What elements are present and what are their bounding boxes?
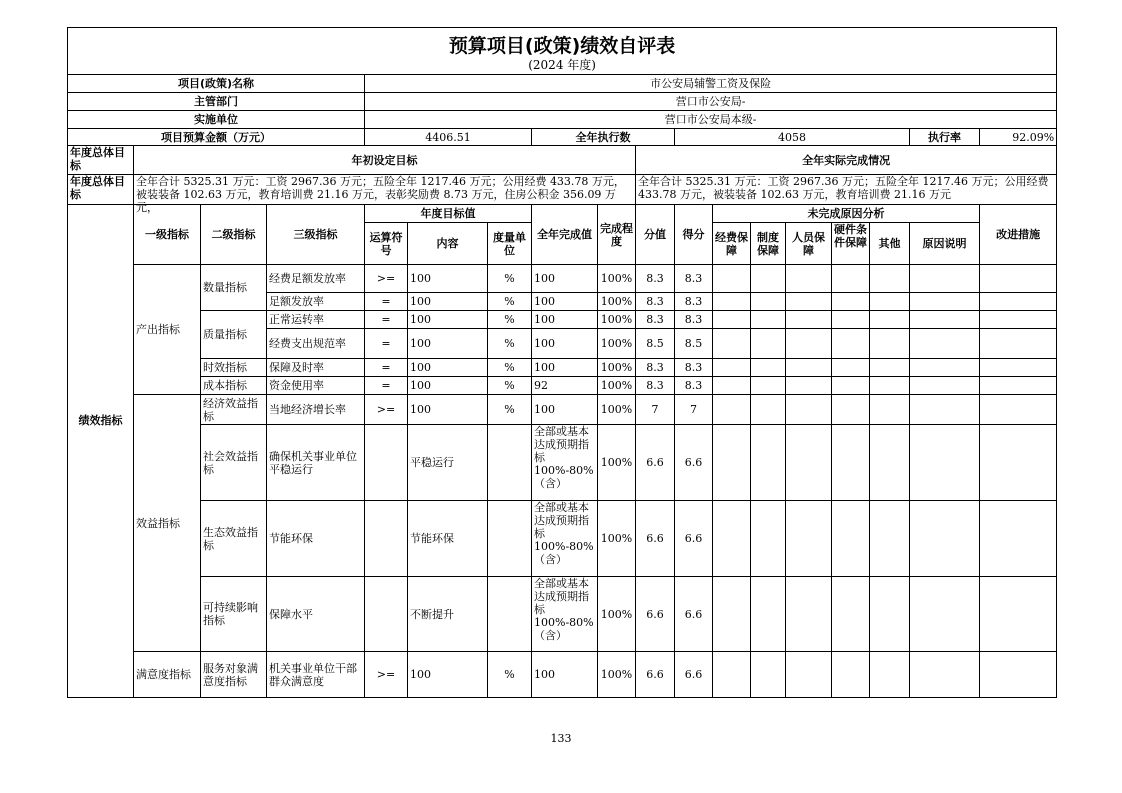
- content-cell: 平稳运行: [408, 425, 488, 501]
- reason-other-header: 其他: [870, 223, 910, 265]
- budget-value: 4406.51: [365, 129, 532, 146]
- full-year-cell: 全部或基本达成预期指标100%-80%（含）: [532, 425, 598, 501]
- level3-cell: 确保机关事业单位平稳运行: [267, 425, 365, 501]
- table-row: [68, 425, 1057, 501]
- degree-cell: 100%: [598, 293, 636, 311]
- empty-cell: [980, 265, 1057, 293]
- project-name: 市公安局辅警工资及保险: [365, 75, 1057, 93]
- empty-cell: [870, 652, 910, 698]
- content-cell: 100: [408, 311, 488, 329]
- content-cell: 100: [408, 395, 488, 425]
- degree-cell: 100%: [598, 395, 636, 425]
- op-cell: [365, 577, 408, 652]
- empty-cell: [832, 425, 870, 501]
- empty-cell: [786, 293, 832, 311]
- level3-cell: 经费支出规范率: [267, 329, 365, 359]
- empty-cell: [786, 395, 832, 425]
- score-cell: 8.3: [675, 293, 713, 311]
- planned-goal-header: 年初设定目标: [134, 146, 636, 175]
- content-cell: 100: [408, 329, 488, 359]
- annual-target-header: 年度目标值: [365, 205, 532, 223]
- page-number: 133: [550, 732, 572, 745]
- content-cell: 100: [408, 359, 488, 377]
- table-row: [68, 377, 1057, 395]
- full-year-cell: 100: [532, 311, 598, 329]
- project-name-label: 项目(政策)名称: [68, 75, 365, 93]
- empty-cell: [980, 395, 1057, 425]
- weight-cell: 6.6: [636, 652, 675, 698]
- group-benefit: 效益指标: [134, 395, 201, 652]
- score-cell: 8.3: [675, 359, 713, 377]
- reason-system-header: 制度保障: [751, 223, 786, 265]
- actual-goal-header: 全年实际完成情况: [636, 146, 1057, 175]
- content-cell: 100: [408, 652, 488, 698]
- weight-cell: 8.3: [636, 377, 675, 395]
- degree-cell: 100%: [598, 501, 636, 577]
- level2-cell: 可持续影响指标: [201, 577, 267, 652]
- weight-cell: 7: [636, 395, 675, 425]
- weight-cell: 8.3: [636, 293, 675, 311]
- evaluation-table: [67, 27, 1057, 265]
- indicator-table: [67, 264, 1057, 698]
- full-year-cell: 100: [532, 329, 598, 359]
- content-header: 内容: [408, 223, 488, 265]
- empty-cell: [910, 425, 980, 501]
- table-row: [68, 501, 1057, 577]
- degree-cell: 100%: [598, 311, 636, 329]
- empty-cell: [713, 377, 751, 395]
- group-satisfaction: 满意度指标: [134, 652, 201, 698]
- empty-cell: [980, 293, 1057, 311]
- empty-cell: [713, 265, 751, 293]
- weight-cell: 8.3: [636, 265, 675, 293]
- level2-cell: 生态效益指标: [201, 501, 267, 577]
- op-cell: =: [365, 329, 408, 359]
- weight-cell: 6.6: [636, 577, 675, 652]
- full-year-cell: 100: [532, 359, 598, 377]
- empty-cell: [751, 577, 786, 652]
- empty-cell: [870, 501, 910, 577]
- level3-cell: 足额发放率: [267, 293, 365, 311]
- full-year-cell: 100: [532, 293, 598, 311]
- op-cell: =: [365, 293, 408, 311]
- empty-cell: [751, 377, 786, 395]
- op-cell: >=: [365, 652, 408, 698]
- empty-cell: [910, 329, 980, 359]
- op-cell: >=: [365, 395, 408, 425]
- empty-cell: [910, 293, 980, 311]
- empty-cell: [713, 311, 751, 329]
- level2-cell: 服务对象满意度指标: [201, 652, 267, 698]
- empty-cell: [832, 329, 870, 359]
- empty-cell: [832, 311, 870, 329]
- empty-cell: [980, 425, 1057, 501]
- empty-cell: [786, 425, 832, 501]
- empty-cell: [786, 652, 832, 698]
- weight-cell: 8.3: [636, 311, 675, 329]
- empty-cell: [980, 377, 1057, 395]
- empty-cell: [980, 652, 1057, 698]
- empty-cell: [832, 265, 870, 293]
- empty-cell: [713, 501, 751, 577]
- empty-cell: [870, 577, 910, 652]
- degree-cell: 100%: [598, 359, 636, 377]
- full-year-cell: 100: [532, 652, 598, 698]
- score-cell: 8.5: [675, 329, 713, 359]
- goal-label-bottom: 年度总体目标: [68, 175, 134, 205]
- level2-cell: 成本指标: [201, 377, 267, 395]
- empty-cell: [832, 577, 870, 652]
- unit-cell: %: [488, 377, 532, 395]
- empty-cell: [980, 329, 1057, 359]
- empty-cell: [713, 359, 751, 377]
- full-year-cell: 92: [532, 377, 598, 395]
- empty-cell: [870, 329, 910, 359]
- reason-hardware-header: 硬件条件保障: [832, 223, 870, 265]
- dept-value: 营口市公安局-: [365, 93, 1057, 111]
- content-cell: 100: [408, 265, 488, 293]
- reasons-header: 未完成原因分析: [713, 205, 980, 223]
- weight-header: 分值: [636, 205, 675, 265]
- score-cell: 8.3: [675, 311, 713, 329]
- score-cell: 6.6: [675, 577, 713, 652]
- full-year-cell: 全部或基本达成预期指标100%-80%（含）: [532, 577, 598, 652]
- page-title: 预算项目(政策)绩效自评表: [448, 34, 676, 57]
- empty-cell: [910, 501, 980, 577]
- reason-fund-header: 经费保障: [713, 223, 751, 265]
- op-cell: =: [365, 377, 408, 395]
- empty-cell: [751, 293, 786, 311]
- level2-cell: 时效指标: [201, 359, 267, 377]
- unit-value: 营口市公安局本级-: [365, 111, 1057, 129]
- empty-cell: [980, 359, 1057, 377]
- score-cell: 8.3: [675, 377, 713, 395]
- empty-cell: [980, 311, 1057, 329]
- empty-cell: [870, 377, 910, 395]
- empty-cell: [751, 425, 786, 501]
- empty-cell: [832, 293, 870, 311]
- empty-cell: [910, 395, 980, 425]
- table-row: [68, 265, 1057, 293]
- unit-cell: [488, 425, 532, 501]
- budget-label: 项目预算金额（万元）: [68, 129, 365, 146]
- empty-cell: [870, 265, 910, 293]
- level3-cell: 节能环保: [267, 501, 365, 577]
- empty-cell: [910, 265, 980, 293]
- unit-cell: %: [488, 395, 532, 425]
- empty-cell: [751, 329, 786, 359]
- empty-cell: [910, 377, 980, 395]
- weight-cell: 8.3: [636, 359, 675, 377]
- score-header: 得分: [675, 205, 713, 265]
- level2-cell: 经济效益指标: [201, 395, 267, 425]
- full-year-header: 全年完成值: [532, 205, 598, 265]
- empty-cell: [870, 425, 910, 501]
- empty-cell: [870, 395, 910, 425]
- op-cell: >=: [365, 265, 408, 293]
- degree-cell: 100%: [598, 425, 636, 501]
- unit-cell: %: [488, 265, 532, 293]
- weight-cell: 6.6: [636, 425, 675, 501]
- empty-cell: [832, 652, 870, 698]
- level1-header: 一级指标: [134, 205, 201, 265]
- op-cell: [365, 425, 408, 501]
- content-cell: 100: [408, 377, 488, 395]
- op-cell: [365, 501, 408, 577]
- empty-cell: [713, 395, 751, 425]
- empty-cell: [786, 329, 832, 359]
- rate-label: 执行率: [910, 129, 980, 146]
- unit-cell: [488, 577, 532, 652]
- op-cell: =: [365, 311, 408, 329]
- reason-explain-header: 原因说明: [910, 223, 980, 265]
- unit-cell: %: [488, 329, 532, 359]
- level3-header: 三级指标: [267, 205, 365, 265]
- empty-cell: [786, 311, 832, 329]
- unit-cell: %: [488, 359, 532, 377]
- goal-label-top: 年度总体目标: [68, 146, 134, 175]
- empty-cell: [751, 359, 786, 377]
- empty-cell: [713, 577, 751, 652]
- full-year-cell: 全部或基本达成预期指标100%-80%（含）: [532, 501, 598, 577]
- empty-cell: [870, 311, 910, 329]
- full-year-cell: 100: [532, 395, 598, 425]
- exec-value: 4058: [675, 129, 910, 146]
- full-year-cell: 100: [532, 265, 598, 293]
- unit-cell: %: [488, 311, 532, 329]
- empty-cell: [751, 395, 786, 425]
- empty-cell: [786, 501, 832, 577]
- degree-cell: 100%: [598, 265, 636, 293]
- planned-goal-text: 全年合计 5325.31 万元：工资 2967.36 万元；五险全年 1217.46 万元；公用经费 433.78 万元，被装装备 102.63 万元，教育培训费 21.16 万元，表彰奖励费 8.73 万元，住房公积金 356.09 万元，: [134, 175, 636, 205]
- empty-cell: [786, 359, 832, 377]
- level2-cell: 数量指标: [201, 265, 267, 311]
- table-row: [68, 359, 1057, 377]
- empty-cell: [832, 395, 870, 425]
- empty-cell: [751, 311, 786, 329]
- empty-cell: [751, 652, 786, 698]
- empty-cell: [832, 377, 870, 395]
- score-cell: 6.6: [675, 501, 713, 577]
- level2-cell: 社会效益指标: [201, 425, 267, 501]
- empty-cell: [832, 359, 870, 377]
- exec-label: 全年执行数: [532, 129, 675, 146]
- perf-indicator-label: [68, 205, 134, 265]
- level3-cell: 机关事业单位干部群众满意度: [267, 652, 365, 698]
- level3-cell: 经费足额发放率: [267, 265, 365, 293]
- title-cell: [68, 28, 1057, 75]
- unit-cell: %: [488, 652, 532, 698]
- content-cell: 100: [408, 293, 488, 311]
- empty-cell: [786, 265, 832, 293]
- rate-value: 92.09%: [980, 129, 1057, 146]
- table-row: [68, 395, 1057, 425]
- reason-staff-header: 人员保障: [786, 223, 832, 265]
- op-cell: =: [365, 359, 408, 377]
- score-cell: 6.6: [675, 425, 713, 501]
- level3-cell: 保障及时率: [267, 359, 365, 377]
- degree-cell: 100%: [598, 377, 636, 395]
- unit-label: 实施单位: [68, 111, 365, 129]
- dept-label: 主管部门: [68, 93, 365, 111]
- empty-cell: [713, 425, 751, 501]
- table-row: [68, 577, 1057, 652]
- level2-cell: 质量指标: [201, 311, 267, 359]
- degree-header: 完成程度: [598, 205, 636, 265]
- empty-cell: [910, 577, 980, 652]
- op-header: 运算符号: [365, 223, 408, 265]
- actual-goal-text: 全年合计 5325.31 万元：工资 2967.36 万元；五险全年 1217.46 万元；公用经费 433.78 万元，被装装备 102.63 万元，教育培训费 21.16 万元: [636, 175, 1057, 205]
- table-row: [68, 652, 1057, 698]
- weight-cell: 8.5: [636, 329, 675, 359]
- content-cell: 节能环保: [408, 501, 488, 577]
- unit-cell: %: [488, 293, 532, 311]
- empty-cell: [751, 501, 786, 577]
- level3-cell: 资金使用率: [267, 377, 365, 395]
- empty-cell: [786, 377, 832, 395]
- empty-cell: [751, 265, 786, 293]
- improve-header: 改进措施: [980, 205, 1057, 265]
- empty-cell: [713, 652, 751, 698]
- weight-cell: 6.6: [636, 501, 675, 577]
- degree-cell: 100%: [598, 329, 636, 359]
- group-output: 产出指标: [134, 265, 201, 395]
- empty-cell: [910, 359, 980, 377]
- empty-cell: [786, 577, 832, 652]
- degree-cell: 100%: [598, 652, 636, 698]
- empty-cell: [870, 359, 910, 377]
- level2-header: 二级指标: [201, 205, 267, 265]
- year-label: (2024 年度): [528, 57, 596, 72]
- empty-cell: [713, 293, 751, 311]
- level3-cell: 当地经济增长率: [267, 395, 365, 425]
- empty-cell: [910, 311, 980, 329]
- empty-cell: [870, 293, 910, 311]
- empty-cell: [980, 577, 1057, 652]
- empty-cell: [980, 501, 1057, 577]
- score-cell: 6.6: [675, 652, 713, 698]
- degree-cell: 100%: [598, 577, 636, 652]
- unit-cell: [488, 501, 532, 577]
- empty-cell: [713, 329, 751, 359]
- table-row: [68, 311, 1057, 329]
- unit-header: 度量单位: [488, 223, 532, 265]
- level3-cell: 保障水平: [267, 577, 365, 652]
- self-evaluation-sheet: [67, 27, 1056, 705]
- empty-cell: [832, 501, 870, 577]
- perf-spacer: 绩效指标: [68, 265, 134, 698]
- level3-cell: 正常运转率: [267, 311, 365, 329]
- score-cell: 7: [675, 395, 713, 425]
- score-cell: 8.3: [675, 265, 713, 293]
- content-cell: 不断提升: [408, 577, 488, 652]
- empty-cell: [910, 652, 980, 698]
